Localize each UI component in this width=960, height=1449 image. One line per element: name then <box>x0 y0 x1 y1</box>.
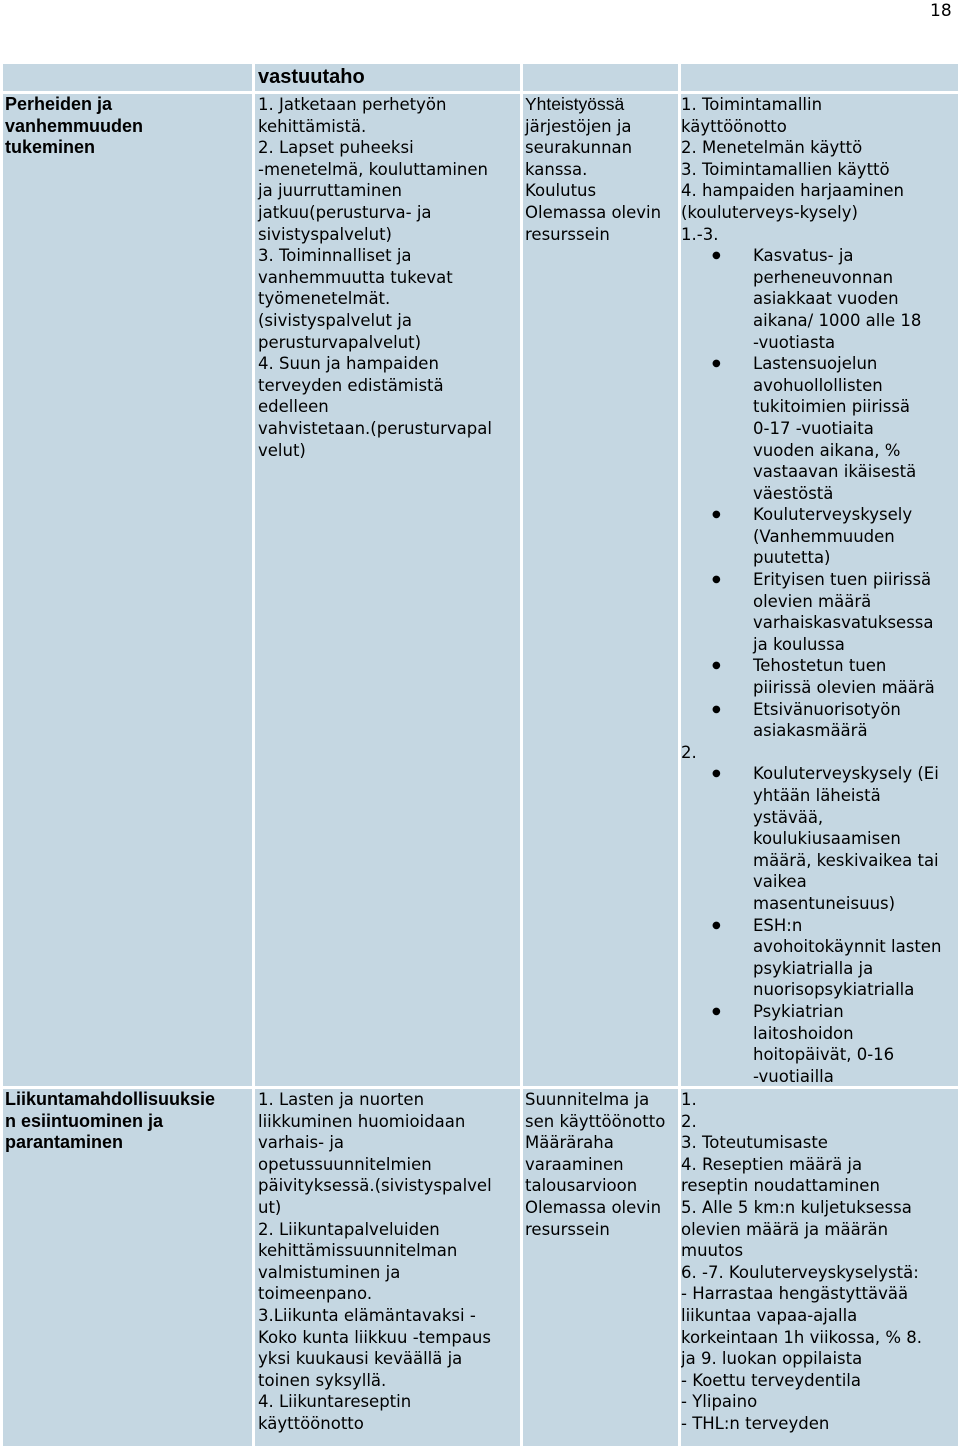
indicator-line: liikuntaa vapaa-ajalla <box>681 1305 858 1325</box>
resource-line: varaaminen <box>525 1154 624 1174</box>
resource-line: Olemassa olevin <box>525 202 662 222</box>
action-line: terveyden edistämistä <box>258 375 444 395</box>
resource-line: resurssein <box>525 1219 610 1239</box>
bullet-line: asiakasmäärä <box>753 721 868 741</box>
page-number: 18 <box>930 1 952 21</box>
row1-title <box>3 94 252 1086</box>
bullet-list-a <box>681 245 956 742</box>
bullet-list-b <box>681 763 956 1086</box>
bullet-line: yhtään läheistä <box>753 786 881 805</box>
row1-indicators <box>681 94 958 1086</box>
indicator-line: 1.-3. <box>681 224 719 244</box>
indicator-line: reseptin noudattaminen <box>681 1176 880 1196</box>
bullet-item <box>681 353 956 504</box>
row2-title-line: Liikuntamahdollisuuksie <box>5 1089 216 1109</box>
resource-line: Määräraha <box>525 1133 614 1153</box>
resource-line: Koulutus <box>525 181 597 201</box>
indicator-line: ja 9. luokan oppilaista <box>681 1349 863 1369</box>
bullet-item <box>681 763 956 914</box>
action-line: vanhemmuutta tukevat <box>258 267 453 287</box>
action-line: kehittämissuunnitelman <box>258 1241 458 1261</box>
bullet-line: ● Erityisen tuen piirissä <box>753 570 932 590</box>
indicator-line: olevien määrä ja määrän <box>681 1219 889 1239</box>
action-line: ut) <box>258 1197 282 1217</box>
bullet-line: määrä, keskivaikea tai <box>753 850 939 870</box>
section-2-label: 2. <box>681 742 697 762</box>
indicator-line: muutos <box>681 1241 744 1261</box>
row2-resources <box>523 1089 678 1446</box>
bullet-item <box>681 699 956 742</box>
row1-resources <box>523 94 678 1086</box>
action-line: 1. Lasten ja nuorten <box>258 1090 425 1109</box>
action-line: 3. Toiminnalliset ja <box>258 246 412 266</box>
bullet-line: avohuollollisten <box>753 375 883 395</box>
bullet-line: vastaavan ikäisestä <box>753 462 917 482</box>
action-line: varhais- ja <box>258 1133 345 1153</box>
bullet-line: ystävää, <box>753 807 824 827</box>
action-line: yksi kuukausi keväällä ja <box>258 1349 463 1369</box>
action-line: toinen syksyllä. <box>258 1370 387 1390</box>
resource-line: sen käyttöönotto <box>525 1111 666 1131</box>
bullet-line: varhaiskasvatuksessa <box>753 613 934 633</box>
action-line: käyttöönotto <box>258 1413 364 1433</box>
indicator-line: 4. hampaiden harjaaminen <box>681 181 905 201</box>
resource-line: Olemassa olevin <box>525 1197 662 1217</box>
action-line: (sivistyspalvelut ja <box>258 310 412 330</box>
bullet-line: ● Psykiatrian <box>753 1001 844 1021</box>
bullet-line: tukitoimien piirissä <box>753 397 911 417</box>
bullet-line: ● Kasvatus- ja <box>753 246 854 266</box>
bullet-line: puutetta) <box>753 548 831 568</box>
bullet-line: ● ESH:n <box>753 915 803 935</box>
row1-title-line: Perheiden ja <box>5 94 113 114</box>
bullet-line: piirissä olevien määrä <box>753 678 935 698</box>
bullet-line: ● Etsivänuorisotyön <box>753 699 901 719</box>
action-line: työmenetelmät. <box>258 289 391 309</box>
action-line: perusturvapalvelut) <box>258 332 422 352</box>
action-line: Koko kunta liikkuu -tempaus <box>258 1327 491 1347</box>
bullet-line: ● Kouluterveyskysely <box>753 505 913 525</box>
bullet-line: psykiatrialla ja <box>753 958 874 978</box>
action-line: 2. Lapset puheeksi <box>258 138 414 158</box>
bullet-item <box>681 504 956 569</box>
action-line: 4. Liikuntareseptin <box>258 1392 412 1412</box>
bullet-line: ja koulussa <box>753 634 845 654</box>
bullet-line: ● Kouluterveyskysely (Ei <box>753 764 939 784</box>
indicator-line: 5. Alle 5 km:n kuljetuksessa <box>681 1197 912 1217</box>
resource-line: seurakunnan <box>525 138 633 158</box>
bullet-line: hoitopäivät, 0-16 <box>753 1045 895 1065</box>
row1-actions <box>255 94 520 1086</box>
indicator-line: 2. Menetelmän käyttö <box>681 138 863 158</box>
row2-indicators <box>681 1089 958 1446</box>
row1-title-line: vanhemmuuden <box>5 115 144 136</box>
resource-line: talousarvioon <box>525 1176 638 1196</box>
bullet-line: olevien määrä <box>753 591 872 611</box>
indicator-line: - Ylipaino <box>681 1392 758 1412</box>
action-line: edelleen <box>258 397 329 417</box>
bullet-line: vaikea <box>753 872 807 892</box>
bullet-item <box>681 1001 956 1086</box>
action-line: 1. Jatketaan perhetyön <box>258 95 447 114</box>
action-line: valmistuminen ja <box>258 1262 401 1282</box>
indicator-line: käyttöönotto <box>681 116 787 136</box>
row2-title <box>3 1089 252 1446</box>
bullet-line: aikana/ 1000 alle 18 <box>753 310 922 330</box>
bullet-line: (Vanhemmuuden <box>753 526 895 546</box>
bullet-item <box>681 915 956 1001</box>
action-line: päivityksessä.(sivistyspalvel <box>258 1176 492 1196</box>
bullet-line: masentuneisuus) <box>753 893 896 913</box>
action-line: 2. Liikuntapalveluiden <box>258 1219 440 1239</box>
indicator-line: - THL:n terveyden <box>681 1413 830 1433</box>
indicator-line: 4. Reseptien määrä ja <box>681 1154 863 1174</box>
row2-title-line: parantaminen <box>5 1132 124 1152</box>
resource-line: järjestöjen ja <box>525 116 632 136</box>
bullet-line: nuorisopsykiatrialla <box>753 980 915 1000</box>
header-col3 <box>523 64 678 91</box>
bullet-line: ● Tehostetun tuen <box>753 656 887 676</box>
header-vastuutaho: vastuutaho <box>255 64 520 91</box>
action-line: sivistyspalvelut) <box>258 224 392 244</box>
action-line: velut) <box>258 440 306 460</box>
indicator-line: (kouluterveys-kysely) <box>681 202 858 222</box>
bullet-line: -vuotiailla <box>753 1066 834 1086</box>
resource-line: Suunnitelma ja <box>525 1090 650 1109</box>
indicator-line: - Koettu terveydentila <box>681 1370 862 1390</box>
bullet-line: -vuotiasta <box>753 332 836 352</box>
bullet-line: avohoitokäynnit lasten <box>753 937 942 957</box>
bullet-line: väestöstä <box>753 483 834 503</box>
header-col1 <box>3 64 252 91</box>
indicator-line: 2. <box>681 1111 697 1131</box>
indicator-line: 3. Toimintamallien käyttö <box>681 159 890 179</box>
action-line: opetussuunnitelmien <box>258 1154 432 1174</box>
indicator-line: korkeintaan 1h viikossa, % 8. <box>681 1327 923 1347</box>
indicator-line: 6. -7. Kouluterveyskyselystä: <box>681 1262 919 1282</box>
row2-actions <box>255 1089 520 1446</box>
action-line: jatkuu(perusturva- ja <box>258 202 432 222</box>
bullet-line: vuoden aikana, % <box>753 440 901 460</box>
action-line: ja juurruttaminen <box>258 181 402 201</box>
action-line: liikkuminen huomioidaan <box>258 1111 466 1131</box>
action-line: -menetelmä, kouluttaminen <box>258 159 489 179</box>
row1-title-line: tukeminen <box>5 137 96 157</box>
bullet-item <box>681 655 956 698</box>
indicator-line: 1. <box>681 1090 697 1109</box>
resource-line: Yhteistyössä <box>525 94 625 114</box>
action-line: vahvistetaan.(perusturvapal <box>258 418 492 438</box>
bullet-line: asiakkaat vuoden <box>753 289 899 309</box>
indicator-line: 1. Toimintamallin <box>681 95 823 114</box>
bullet-line: ● Lastensuojelun <box>753 354 878 374</box>
indicator-line: - Harrastaa hengästyttävää <box>681 1284 909 1304</box>
bullet-line: 0-17 -vuotiaita <box>753 418 874 438</box>
indicator-line: 3. Toteutumisaste <box>681 1133 828 1153</box>
resource-line: kanssa. <box>525 159 588 179</box>
action-line: 4. Suun ja hampaiden <box>258 354 439 374</box>
bullet-line: koulukiusaamisen <box>753 829 901 849</box>
row2-title-line: n esiintuominen ja <box>5 1110 164 1131</box>
resource-line: resurssein <box>525 224 610 244</box>
bullet-item <box>681 569 956 655</box>
action-line: toimeenpano. <box>258 1284 373 1304</box>
bullet-item <box>681 245 956 353</box>
action-line: 3.Liikunta elämäntavaksi - <box>258 1305 476 1325</box>
bullet-line: perheneuvonnan <box>753 267 894 287</box>
bullet-line: laitoshoidon <box>753 1023 854 1043</box>
header-col4 <box>681 64 958 91</box>
action-line: kehittämistä. <box>258 116 367 136</box>
